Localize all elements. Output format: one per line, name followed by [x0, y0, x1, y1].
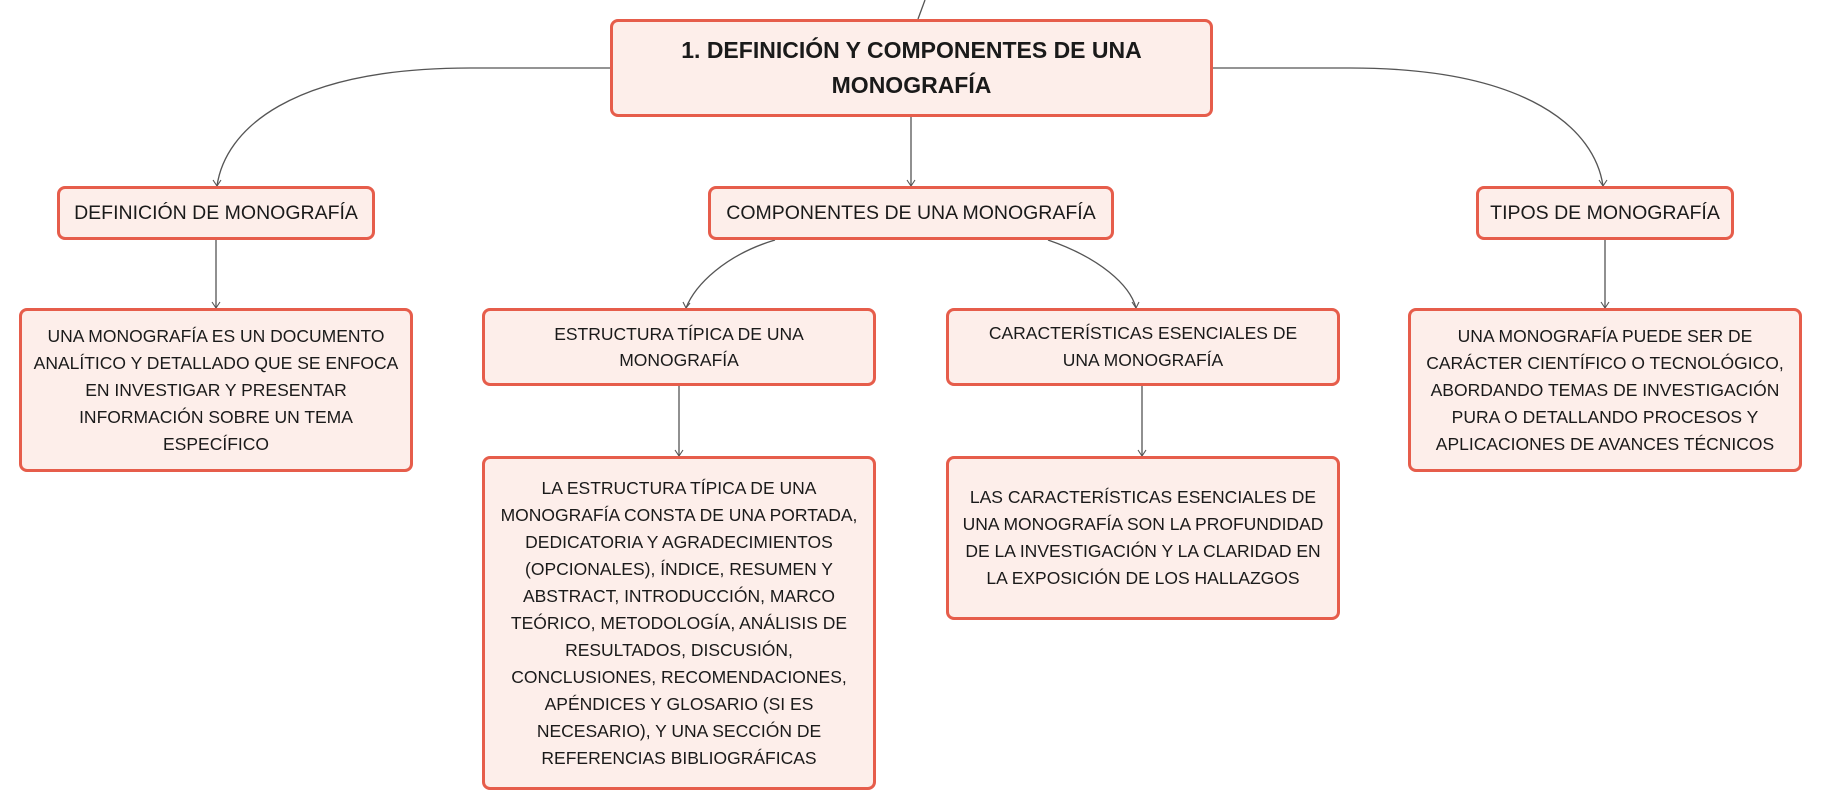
estructura-description-node[interactable]	[482, 456, 876, 790]
estructura-label: ESTRUCTURA TÍPICA DE UNA MONOGRAFÍA	[554, 324, 804, 370]
definicion-description-node[interactable]	[19, 308, 413, 472]
caracteristicas-node[interactable]	[946, 308, 1340, 386]
connector-root-tipos	[1213, 68, 1603, 186]
tipos-description: UNA MONOGRAFÍA PUEDE SER DE CARÁCTER CIENTÍFICO O TECNOLÓGICO, ABORDANDO TEMAS DE INVESTIGACIÓN PURA O DETALLANDO PROCESOS Y APLICACIONES DE AVANCES TÉCNICOS	[1426, 325, 1784, 454]
root-title: 1. DEFINICIÓN Y COMPONENTES DE UNA MONOGRAFÍA	[681, 37, 1142, 98]
definicion-description: UNA MONOGRAFÍA ES UN DOCUMENTO ANALÍTICO Y DETALLADO QUE SE ENFOCA EN INVESTIGAR Y PRESENTAR INFORMACIÓN SOBRE UN TEMA ESPECÍFICO	[33, 325, 399, 454]
definicion-node[interactable]	[57, 186, 375, 240]
estructura-description: LA ESTRUCTURA TÍPICA DE UNA MONOGRAFÍA CONSTA DE UNA PORTADA, DEDICATORIA Y AGRADECIMIENTOS (OPCIONALES), ÍNDICE, RESUMEN Y ABSTRACT, INTRODUCCIÓN, MARCO TEÓRICO, METODOLOGÍA, ANÁLISIS DE RESULTADOS, DISCUSIÓN, CONCLUSIONES, RECOMENDACIONES, APÉNDICES Y GLOSARIO (SI ES NECESARIO), Y UNA SECCIÓN DE REFERENCIAS BIBLIOGRÁFICAS	[500, 477, 858, 768]
componentes-node[interactable]	[708, 186, 1114, 240]
tipos-node[interactable]	[1476, 186, 1734, 240]
tipos-description-node[interactable]	[1408, 308, 1802, 472]
caracteristicas-description: LAS CARACTERÍSTICAS ESENCIALES DE UNA MONOGRAFÍA SON LA PROFUNDIDAD DE LA INVESTIGACIÓN Y LA CLARIDAD EN LA EXPOSICIÓN DE LOS HALLAZGOS	[962, 487, 1324, 588]
connector-componentes-caracteristicas	[1048, 240, 1136, 308]
estructura-node[interactable]	[482, 308, 876, 386]
caracteristicas-description-node[interactable]	[946, 456, 1340, 620]
connector-root-parent	[918, 0, 925, 19]
tipos-label: TIPOS DE MONOGRAFÍA	[1490, 202, 1720, 224]
root-node[interactable]	[610, 19, 1213, 117]
connector-componentes-estructura	[686, 240, 775, 308]
caracteristicas-label: CARACTERÍSTICAS ESENCIALES DE UNA MONOGRAFÍA	[988, 323, 1298, 370]
componentes-label: COMPONENTES DE UNA MONOGRAFÍA	[726, 202, 1096, 224]
connector-root-definicion	[217, 68, 610, 186]
definicion-label: DEFINICIÓN DE MONOGRAFÍA	[74, 202, 358, 224]
